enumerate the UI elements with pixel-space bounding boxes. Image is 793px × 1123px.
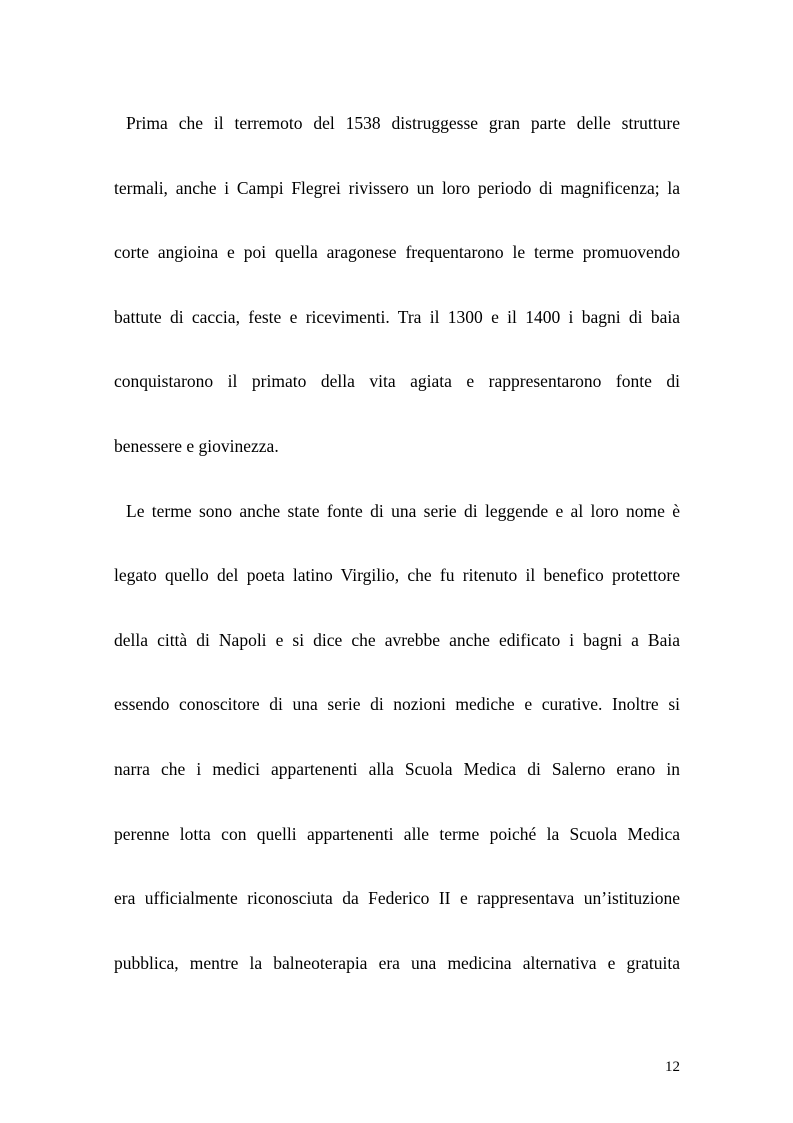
paragraph-1-line-1: Prima che il terremoto del 1538 distruggesse gran parte delle strutture [126, 113, 680, 133]
paragraph-1-line-4: battute di caccia, feste e ricevimenti. Tra il 1300 e il 1400 i bagni di baia [114, 306, 680, 327]
paragraph-1-line-3: corte angioina e poi quella aragonese frequentarono le terme promuovendo [114, 242, 680, 263]
paragraph-2-line-6: perenne lotta con quelli appartenenti alle terme poiché la Scuola Medica [114, 823, 680, 844]
paragraph-2-line-5: narra che i medici appartenenti alla Scuola Medica di Salerno erano in [114, 758, 680, 779]
paragraph-2-line-4: essendo conoscitore di una serie di nozioni mediche e curative. Inoltre si [114, 694, 680, 715]
body-text [114, 91, 680, 995]
paragraph-2-line-2: legato quello del poeta latino Virgilio, che fu ritenuto il benefico protettore [114, 565, 680, 586]
paragraph-2-line-7: era ufficialmente riconosciuta da Federico II e rappresentava un’istituzione [114, 888, 680, 909]
page-number: 12 [665, 1059, 680, 1075]
paragraph-1-line-5: conquistarono il primato della vita agiata e rappresentarono fonte di [114, 371, 680, 392]
paragraph-1-line-6: benessere e giovinezza. [114, 435, 279, 456]
paragraph-2-line-1: Le terme sono anche state fonte di una serie di leggende e al loro nome è [126, 500, 680, 521]
paragraph-1-line-2: termali, anche i Campi Flegrei rivissero un loro periodo di magnificenza; la [114, 177, 680, 198]
paragraph-2-line-3: della città di Napoli e si dice che avrebbe anche edificato i bagni a Baia [114, 629, 680, 650]
paragraph-2-line-8: pubblica, mentre la balneoterapia era una medicina alternativa e gratuita [114, 952, 680, 973]
